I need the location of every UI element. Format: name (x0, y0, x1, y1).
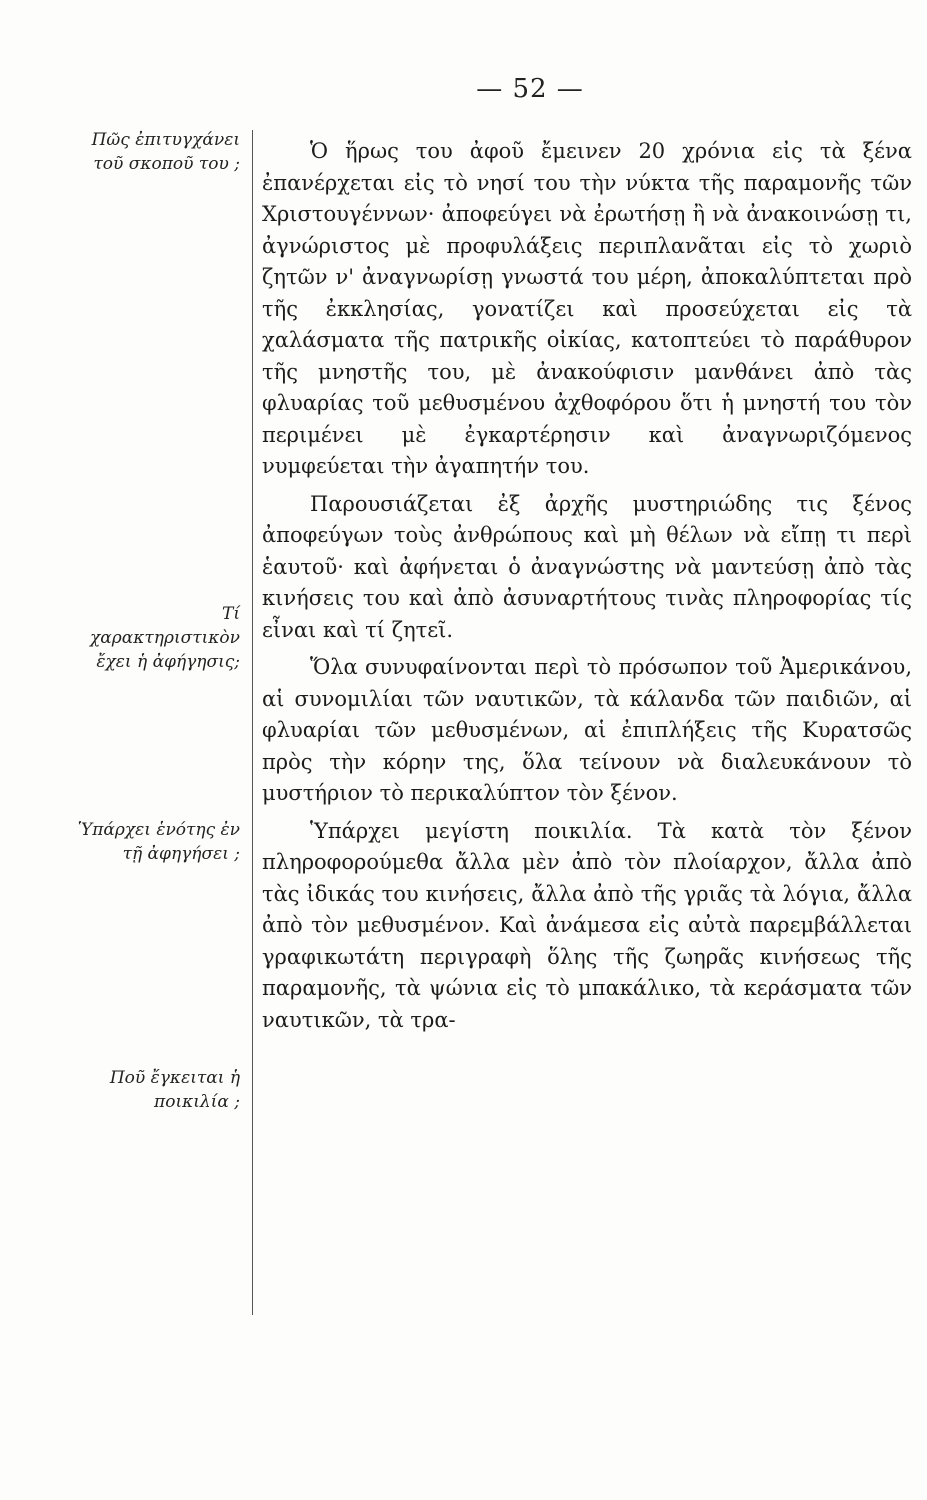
page-number: — 52 — (476, 74, 584, 104)
margin-divider-rule (252, 130, 253, 1315)
main-text (262, 136, 912, 1042)
paragraph-2: Παρουσιάζεται ἐξ ἀρχῆς μυστηριώδης τις ξένος ἀποφεύγων τοὺς ἀνθρώπους καὶ μὴ θέλων νὰ εἴπῃ τι περὶ ἑαυτοῦ· καὶ ἀφήνεται ὁ ἀναγνώστης νὰ μαντεύσῃ ἀπὸ τὰς κινήσεις του καὶ ἀπὸ ἀσυναρτήτους τινὰς πληροφορίας τίς εἶναι καὶ τί ζητεῖ. (262, 491, 912, 642)
margin-note-3: Ὑπάρχει ἑνότης ἐν τῇ ἀφηγήσει ; (77, 820, 240, 864)
margin-note-2: Τί χαρακτηριστικὸν ἔχει ἡ ἀφήγησις; (89, 604, 240, 672)
paragraph-1: Ὁ ἥρως του ἀφοῦ ἔμεινεν 20 χρόνια εἰς τὰ ξένα ἐπανέρχεται εἰς τὸ νησί του τὴν νύκτα τῆς παραμονῆς τῶν Χριστουγέννων· ἀποφεύγει νὰ ἐρωτήσῃ ἢ νὰ ἀνακοινώσῃ τι, ἀγνώριστος μὲ προφυλάξεις περιπλανᾶται εἰς τὸ χωριὸ ζητῶν ν' ἀναγνωρίσῃ γνωστά του μέρη, ἀποκαλύπτεται πρὸ τῆς ἐκκλησίας, γονατίζει καὶ προσεύχεται εἰς τὰ χαλάσματα τῆς πατρικῆς οἰκίας, κατοπτεύει τὸ παράθυρον τῆς μνηστῆς του, μὲ ἀνακούφισιν μανθάνει ἀπὸ τὰς φλυαρίας τοῦ μεθυσμένου ἀχθοφόρου ὅτι ἡ μνηστή του τὸν περιμένει μὲ ἐγκαρτέρησιν καὶ ἀναγνωριζόμενος νυμφεύεται τὴν ἀγαπητήν του. (262, 139, 912, 478)
paragraph-4: Ὑπάρχει μεγίστη ποικιλία. Τὰ κατὰ τὸν ξένον πληροφορούμεθα ἄλλα μὲν ἀπὸ τὸν πλοίαρχον, ἄλλα ἀπὸ τὰς ἰδικάς του κινήσεις, ἄλλα ἀπὸ τῆς γριᾶς τὰ λόγια, ἄλλα ἀπὸ τὸν μεθυσμένον. Καὶ ἀνάμεσα εἰς αὐτὰ παρεμβάλλεται γραφικωτάτη περιγραφὴ ὅλης τῆς ζωηρᾶς κινήσεως τῆς παραμονῆς, τὰ ψώνια εἰς τὸ μπακάλικο, τὰ κεράσματα τῶν ναυτικῶν, τὰ τρα- (262, 818, 912, 1032)
paragraph-3: Ὅλα συνυφαίνονται περὶ τὸ πρόσωπον τοῦ Ἀμερικάνου, αἱ συνομιλίαι τῶν ναυτικῶν, τὰ κάλανδα τῶν παιδιῶν, αἱ φλυαρίαι τῶν μεθυσμένων, αἱ ἐπιπλήξεις τῆς Κυρατσῶς πρὸς τὴν κόρην της, ὅλα τείνουν νὰ διαλευκάνουν τὸ μυστήριον τὸ περικαλύπτον τὸν ξένον. (262, 655, 912, 805)
margin-note-4: Ποῦ ἔγκειται ἡ ποικιλία ; (109, 1068, 240, 1112)
margin-note-1: Πῶς ἐπιτυγχάνει τοῦ σκοποῦ του ; (91, 130, 240, 174)
